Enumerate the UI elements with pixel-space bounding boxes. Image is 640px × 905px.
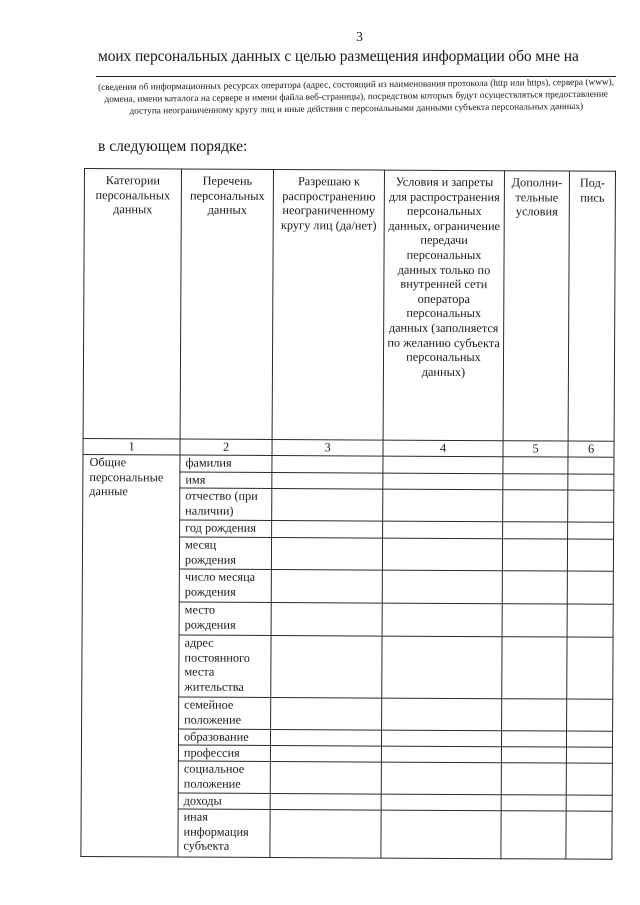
permission-cell: [272, 488, 383, 521]
header-additional-conditions: Дополни-тельные условия: [503, 171, 569, 441]
conditions-cell: [383, 489, 503, 522]
additional-cell: [501, 795, 566, 811]
conditions-cell: [382, 603, 502, 637]
permission-cell: [272, 472, 383, 489]
item-cell: имя: [180, 472, 272, 488]
signature-cell: [567, 604, 613, 637]
signature-cell: [568, 457, 614, 474]
conditions-cell: [382, 698, 502, 731]
permission-cell: [271, 569, 382, 603]
item-cell: фамилия: [180, 455, 272, 472]
header-categories: Категории персональных данных: [83, 169, 181, 440]
permission-cell: [271, 537, 382, 570]
page-number: 3: [356, 30, 363, 45]
column-number: 2: [180, 439, 272, 455]
signature-cell: [566, 795, 612, 811]
permission-cell: [270, 761, 381, 794]
item-cell: число месяца рождения: [179, 569, 271, 602]
column-number: 3: [272, 439, 383, 456]
column-number: 4: [383, 440, 503, 457]
item-cell: иная информация субъекта: [178, 809, 270, 857]
additional-cell: [502, 539, 567, 571]
additional-cell: [502, 571, 567, 604]
conditions-cell: [381, 730, 501, 747]
signature-cell: [568, 522, 614, 539]
conditions-cell: [381, 746, 501, 763]
header-permission: Разрешаю к распространению неограниченному кругу лиц (да/нет): [272, 169, 384, 440]
item-cell: образование: [178, 729, 270, 745]
signature-cell: [568, 474, 614, 490]
conditions-cell: [382, 636, 502, 699]
additional-cell: [501, 731, 566, 747]
conditions-cell: [381, 794, 501, 811]
conditions-cell: [381, 762, 501, 795]
additional-cell: [503, 490, 568, 522]
permission-cell: [272, 455, 383, 473]
header-list: Перечень персональных данных: [180, 169, 273, 439]
conditions-cell: [382, 570, 502, 604]
signature-cell: [566, 811, 612, 859]
order-line: в следующем порядке:: [98, 138, 248, 155]
item-cell: доходы: [178, 793, 270, 809]
item-cell: место рождения: [179, 602, 271, 635]
signature-cell: [567, 699, 613, 731]
item-cell: адрес постоянного места жительства: [179, 635, 271, 697]
additional-cell: [503, 457, 568, 474]
additional-cell: [502, 604, 567, 637]
additional-cell: [501, 747, 566, 763]
signature-cell: [566, 731, 612, 747]
additional-cell: [501, 763, 566, 795]
header-signature: Под-пись: [568, 171, 615, 441]
header-row: [83, 169, 615, 442]
item-cell: месяц рождения: [179, 537, 271, 569]
table-row: [83, 454, 614, 474]
item-cell: профессия: [178, 745, 270, 761]
item-cell: социальное положение: [178, 761, 270, 793]
item-cell: семейное положение: [179, 697, 271, 729]
additional-cell: [502, 699, 567, 731]
signature-cell: [567, 539, 613, 571]
column-number: 5: [503, 441, 568, 457]
additional-cell: [503, 474, 568, 490]
permission-cell: [271, 602, 382, 636]
column-number: 6: [568, 441, 614, 457]
header-conditions: Условия и запреты для распространения персональных данных, ограничение передачи персональных данных только по внутренней сети оператора персональных данных (заполняется по желанию субъекта персональных данных): [383, 170, 504, 441]
conditions-cell: [383, 521, 503, 539]
personal-data-table: [80, 168, 616, 860]
signature-cell: [567, 637, 613, 699]
conditions-cell: [383, 473, 503, 490]
signature-cell: [566, 747, 612, 763]
permission-cell: [270, 745, 381, 762]
item-cell: отчество (при наличии): [180, 488, 272, 520]
consent-intro-line: моих персональных данных с целью размещения информации обо мне на: [98, 48, 579, 65]
item-cell: год рождения: [180, 520, 272, 537]
permission-cell: [270, 809, 381, 858]
additional-cell: [501, 811, 566, 859]
permission-cell: [271, 635, 382, 698]
conditions-cell: [383, 456, 503, 474]
permission-cell: [270, 793, 381, 810]
resource-footnote: (сведения об информационных ресурсах оператора (адрес, состоящий из наименования протокола (http или https), сервера (www), домена, имени каталога на сервере и имени файла веб-страницы), посредством которых будут осуществляться предоставление доступа неограниченному кругу лиц и иные действия с персональными данными субъекта персональных данных): [97, 77, 615, 118]
signature-cell: [568, 490, 614, 522]
permission-cell: [270, 729, 381, 746]
permission-cell: [272, 520, 383, 538]
column-number: 1: [83, 438, 180, 455]
additional-cell: [502, 637, 567, 699]
additional-cell: [503, 522, 568, 539]
signature-cell: [566, 763, 612, 795]
category-cell: Общие персональные данные: [81, 454, 180, 857]
signature-cell: [567, 571, 613, 604]
conditions-cell: [382, 538, 502, 571]
conditions-cell: [381, 810, 501, 859]
permission-cell: [271, 697, 382, 730]
